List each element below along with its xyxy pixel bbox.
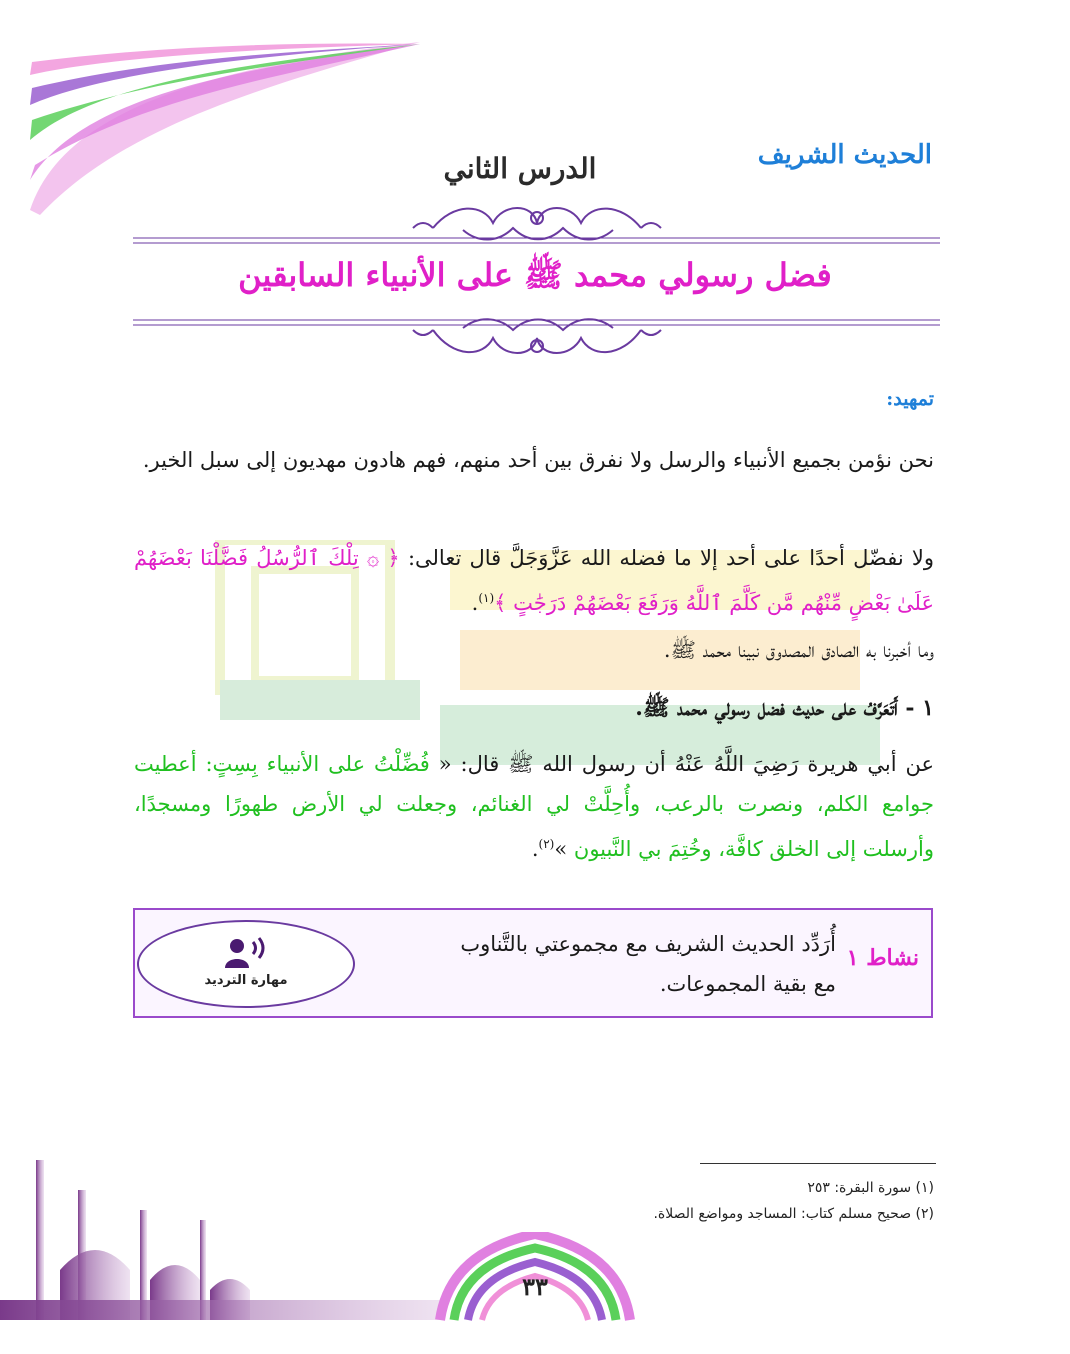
intro-paragraph-3: وما أخبرنا به الصادق المصدوق نبينا محمد ﷺ. [663, 638, 934, 662]
hadith-end: . [531, 837, 539, 861]
title-ornament-top [133, 198, 940, 258]
intro-paragraph-2-prefix: ولا نفضّل أحدًا على أحد إلا ما فضله الله عَزَّوَجَلَّ قال تعالى: [399, 546, 934, 570]
intro-paragraph-2 [134, 538, 934, 623]
page-number: ٣٣ [522, 1272, 548, 1301]
footnote-2: (٢) صحيح مسلم كتاب: المساجد ومواضع الصلاة. [653, 1206, 934, 1222]
activity-label: نشاط ١ [846, 945, 919, 971]
intro-paragraph-2-end: . [471, 591, 479, 615]
hadith-paragraph [134, 744, 934, 869]
quran-verse: ﴿ ۞ تِلْكَ ٱلرُّسُلُ فَضَّلْنَا بَعْضَهُمْ عَلَىٰ بَعْضٍ مِّنْهُم مَّن كَلَّمَ ٱللَّهُ وَرَفَعَ بَعْضَهُمْ دَرَجَٰتٍ ﴾ [134, 546, 934, 615]
title-ornament-bottom [133, 308, 940, 368]
speaking-person-icon [223, 934, 273, 970]
hadith-suffix: » [554, 837, 574, 861]
verse-footnote-ref: (١) [478, 591, 495, 605]
hadith-prefix: عن أبي هريرة رَضِيَ اللَّهُ عَنْهُ أن رسول الله ﷺ قال: « [429, 752, 935, 776]
footnote-divider [700, 1163, 936, 1164]
skill-badge [137, 920, 355, 1008]
lesson-number: الدرس الثاني [443, 152, 597, 185]
footnote-1: (١) سورة البقرة: ٢٥٣ [807, 1180, 934, 1196]
skill-label: مهارة الترديد [204, 973, 288, 988]
hadith-footnote-ref: (٢) [538, 837, 555, 851]
activity-box [133, 908, 933, 1018]
hadith-text: فُضِّلْتُ على الأنبياء بِسِتٍ: أعطيت جوامع الكلم، ونصرت بالرعب، وأُحِلَّتْ لي الغنائم، وجعلت لي الأرض طهورًا ومسجدًا، وأرسلت إلى الخلق كافَّة، وخُتِمَ بي النَّبيون [134, 752, 934, 861]
intro-paragraph-1: نحن نؤمن بجميع الأنبياء والرسل ولا نفرق بين أحد منهم، فهم هادون مهديون إلى سبل الخير. [142, 448, 934, 472]
lesson-title: فضل رسولي محمد ﷺ على الأنبياء السابقين [238, 256, 832, 294]
mosque-silhouette [0, 1150, 440, 1320]
intro-label: تمهيد: [886, 388, 934, 410]
decorative-swoosh [0, 0, 440, 220]
section-title: الحديث الشريف [757, 140, 932, 170]
activity-text: أُرَدِّد الحديث الشريف مع مجموعتي بالتَّناوب مع بقية المجموعات. [460, 932, 836, 996]
section-1-heading: ١ - أَتَعَرَّفُ على حديث فضل رسولي محمد ﷺ. [635, 695, 934, 721]
